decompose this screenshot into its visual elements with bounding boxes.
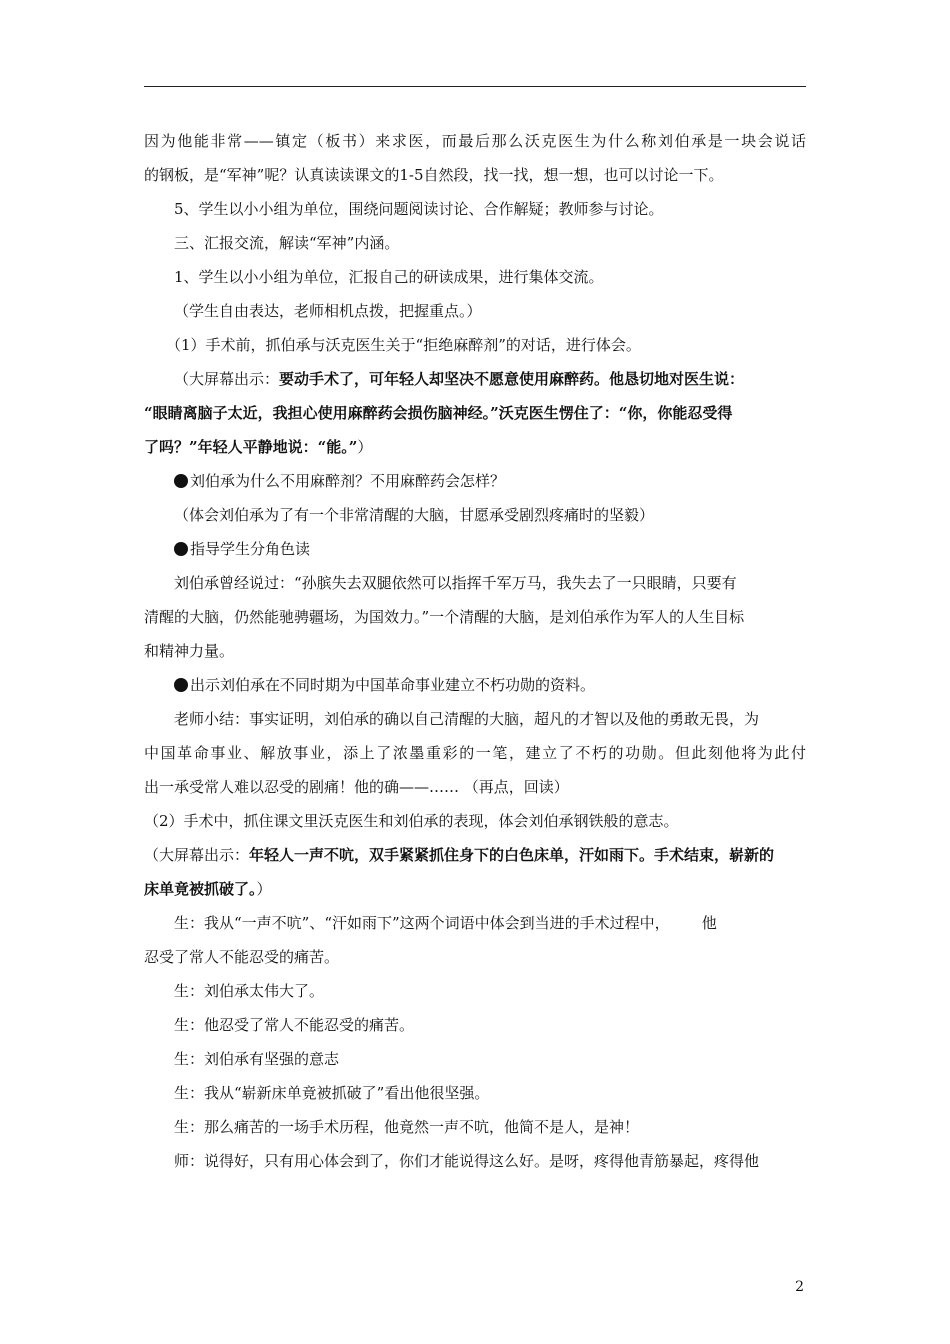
- bullet-text: 刘伯承为什么不用麻醉剂？不用麻醉药会怎样？: [190, 472, 506, 490]
- dialogue-line: 生：那么痛苦的一场手术历程，他竟然一声不吭，他简不是人，是神！: [174, 1118, 640, 1136]
- paragraph-line: 因为他能非常——镇定（板书）来求医，而最后那么沃克医生为什么称刘伯承是一块会说话: [144, 132, 806, 150]
- paragraph-line: 清醒的大脑，仍然能驰骋疆场，为国效力。”一个清醒的大脑，是刘伯承作为军人的人生目标: [144, 608, 745, 626]
- paragraph-line: 中国革命事业、解放事业，添上了浓墨重彩的一笔，建立了不朽的功勋。但此刻他将为此付: [144, 744, 806, 762]
- paragraph-line: 刘伯承曾经说过：“孙膑失去双腿依然可以指挥千军万马，我失去了一只眼睛，只要有: [174, 574, 737, 592]
- paragraph-line: 出一承受常人难以忍受的剧痛！他的确——…… （再点，回读）: [144, 778, 569, 796]
- dialogue-line: 师：说得好，只有用心体会到了，你们才能说得这么好。是呀，疼得他青筋暴起，疼得他: [174, 1152, 760, 1170]
- paragraph-line: [144, 872, 806, 906]
- quoted-text: “眼睛离脑子太近，我担心使用麻醉药会损伤脑神经。”沃克医生愣住了：“你，你能忍受得: [144, 404, 733, 422]
- quoted-text: 年轻人一声不吭，双手紧紧抓住身下的白色床单，汗如雨下。手术结束，崭新的: [249, 846, 775, 864]
- bullet-text: 出示刘伯承在不同时期为中国革命事业建立不朽功勋的资料。: [190, 676, 596, 694]
- screen-label: （大屏幕出示：: [174, 370, 280, 388]
- paragraph-line: [144, 430, 806, 464]
- document-body: [144, 124, 806, 1178]
- dialogue-line: 生：刘伯承有坚强的意志: [174, 1050, 340, 1068]
- closing-paren: ）: [357, 438, 373, 456]
- paragraph-line: [144, 838, 806, 872]
- quoted-text: 了吗？”年轻人平静地说：“能。”: [144, 438, 358, 456]
- dialogue-line: 生：我从“崭新床单竟被抓破了”看出他很坚强。: [174, 1084, 490, 1102]
- paragraph-line: （学生自由表达，老师相机点拨，把握重点。）: [174, 302, 482, 320]
- closing-paren: ）: [256, 880, 272, 898]
- paragraph-line: 和精神力量。: [144, 642, 235, 660]
- quoted-text: 床单竟被抓破了。: [144, 880, 257, 898]
- dialogue-line: 忍受了常人不能忍受的痛苦。: [144, 948, 340, 966]
- quoted-text: 要动手术了，可年轻人却坚决不愿意使用麻醉药。他恳切地对医生说：: [279, 370, 745, 388]
- paragraph-line: （1）手术前，抓伯承与沃克医生关于“拒绝麻醉剂”的对话，进行体会。: [166, 336, 641, 354]
- dialogue-line: 生：他忍受了常人不能忍受的痛苦。: [174, 1016, 415, 1034]
- paragraph-line: （2）手术中，抓住课文里沃克医生和刘伯承的表现，体会刘伯承钢铁般的意志。: [144, 812, 679, 830]
- dialogue-text: 他: [701, 914, 717, 932]
- bullet-icon: [174, 678, 188, 692]
- dialogue-text: 生：我从“一声不吭”、“汗如雨下”这两个词语中体会到当进的手术过程中，: [174, 914, 670, 932]
- page-number: 2: [795, 1279, 804, 1295]
- bullet-item: [144, 464, 806, 498]
- bullet-icon: [174, 474, 188, 488]
- paragraph-line: 1、学生以小小组为单位，汇报自己的研读成果，进行集体交流。: [174, 268, 604, 286]
- paragraph-line: 5、学生以小小组为单位，围绕问题阅读讨论、合作解疑；教师参与讨论。: [174, 200, 664, 218]
- section-heading: 三、汇报交流，解读“军神”内涵。: [174, 234, 400, 252]
- paragraph-line: [144, 362, 806, 396]
- bullet-icon: [174, 542, 188, 556]
- bullet-text: 指导学生分角色读: [190, 540, 311, 558]
- dialogue-line: 生：刘伯承太伟大了。: [174, 982, 325, 1000]
- screen-label: （大屏幕出示：: [144, 846, 250, 864]
- dialogue-line: [144, 906, 806, 940]
- bullet-item: [144, 668, 806, 702]
- bullet-item: [144, 532, 806, 566]
- paragraph-line: （体会刘伯承为了有一个非常清醒的大脑，甘愿承受剧烈疼痛时的坚毅）: [174, 506, 655, 524]
- paragraph-line: 的钢板，是“军神”呢？认真读读课文的1-5自然段，找一找，想一想，也可以讨论一下。: [144, 166, 724, 184]
- header-rule: [144, 86, 806, 87]
- paragraph-line: 老师小结：事实证明，刘伯承的确以自己清醒的大脑，超凡的才智以及他的勇敢无畏，为: [174, 710, 760, 728]
